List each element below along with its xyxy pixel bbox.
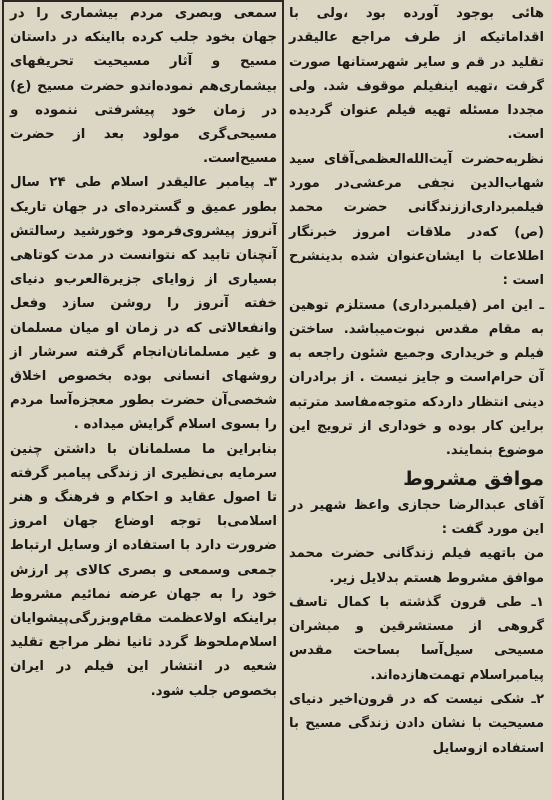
paragraph: ـ این امر (فیلمبرداری) مستلزم توهین به مقام مقدس نبوت‌میباشد. ساختن فیلم و خریداری وجمیع شئون راجعه به آن حرام‌است و جایز نیست . از برادران دینی انتظار دارد‌که متوجه‌مفاسد مترتبه براین کار بوده و خوداری از ترویج این موضوع بنمایند. — [289, 297, 544, 459]
column-divider — [282, 0, 284, 800]
paragraph: آقای عبدالرضا حجازی واعظ شهیر در این مورد گفت : — [289, 497, 544, 537]
paragraph: سمعی وبصری مردم بیشماری را در جهان بخود جلب کرده بااینکه در داستان مسیح و آثار مسیحیت تحریفهای بیشماری‌هم نموده‌اند‌و حضرت مسیح (ع) در زمان خود پیشرفتی ننموده و مسیحی‌گری مولود بعد از حضرت مسیح‌است. — [10, 6, 277, 167]
paragraph: نظربه‌حضرت آیت‌الله‌العظمی‌آقای سید شهاب‌الدین نجفی مرعشی‌در مورد فیلمبرداری‌اززندگانی حضرت محمد (ص) کەدر ملاقات امروز خبرنگار اطلاعات با ایشان‌عنوان شده بدینشرح است : — [289, 151, 544, 289]
paragraph: ۳ـ پیامبر عالیقدر اسلام طی ۲۴ سال بطور عمیق و گسترده‌ای در جهان تاریک آنروز پیشروی‌فرمود وخورشید رسالتش آنچنان تابید که نتوانست در مدت کوتاهی بسیاری از زوایای جزیرة‌العرب‌و دنیای خفته آنروز را روشن سازد وفعل وانفعالاتی که در زمان او میان مسلمان و غیر مسلمانان‌انجام گرفته سرشار از روشهای انسانی بوده بخصوص اخلاق شخصی‌آن حضرت بطور معجزه‌آسا مردم را بسوی اسلام گرایش میداده . — [10, 175, 277, 433]
left-column — [4, 0, 279, 800]
paragraph: من باتهیه فیلم زندگانی حضرت محمد موافق مشروط هستم بدلایل زیر. — [289, 546, 544, 586]
paragraph: هائی بوجود آورده بود ،ولی با اقداماتیکه از طرف مراجع عالیقدر تقلید در قم و سایر شهرستانها صورت گرفت ،تهیه اینفیلم موقوف شد. ولی مجددا مسئله تهیه فیلم عنوان گردیده است. — [289, 6, 544, 143]
paragraph: ۱ـ طی قرون گذشته با کمال تاسف گروهی از مستشرقین و مبشران مسیحی سیل‌آسا بساحت مقدس پیامبراسلام تهمت‌هازده‌اند. — [289, 594, 544, 683]
paragraph: ۲ـ شکی نیست که در قرون‌اخیر دنیای مسیحیت با نشان دادن زندگی مسیح با استفاده ازوسایل — [289, 692, 544, 756]
right-column — [287, 0, 548, 800]
paragraph: بنابراین ما مسلمانان با داشتن چنین سرمایه بی‌نظیری از زندگی پیامبر گرفته تا اصول عقاید و احکام و فرهنگ و هنر اسلامی‌با توجه اوضاع جهان امروز ضرورت دارد با استفاده از وسایل ارتباط جمعی وسمعی و بصری کالای پر ارزش خود را به جهان عرضه نمائیم مشروط براینکه اولاعظمت مقام‌وبزرگی‌پیشوایان اسلام‌ملحوظ گردد ثانیا نظر مراجع تقلید شعیه در انتشار این فیلم در ایران بخصوص جلب شود. — [10, 441, 277, 699]
section-heading: موافق مشروط — [403, 467, 544, 490]
